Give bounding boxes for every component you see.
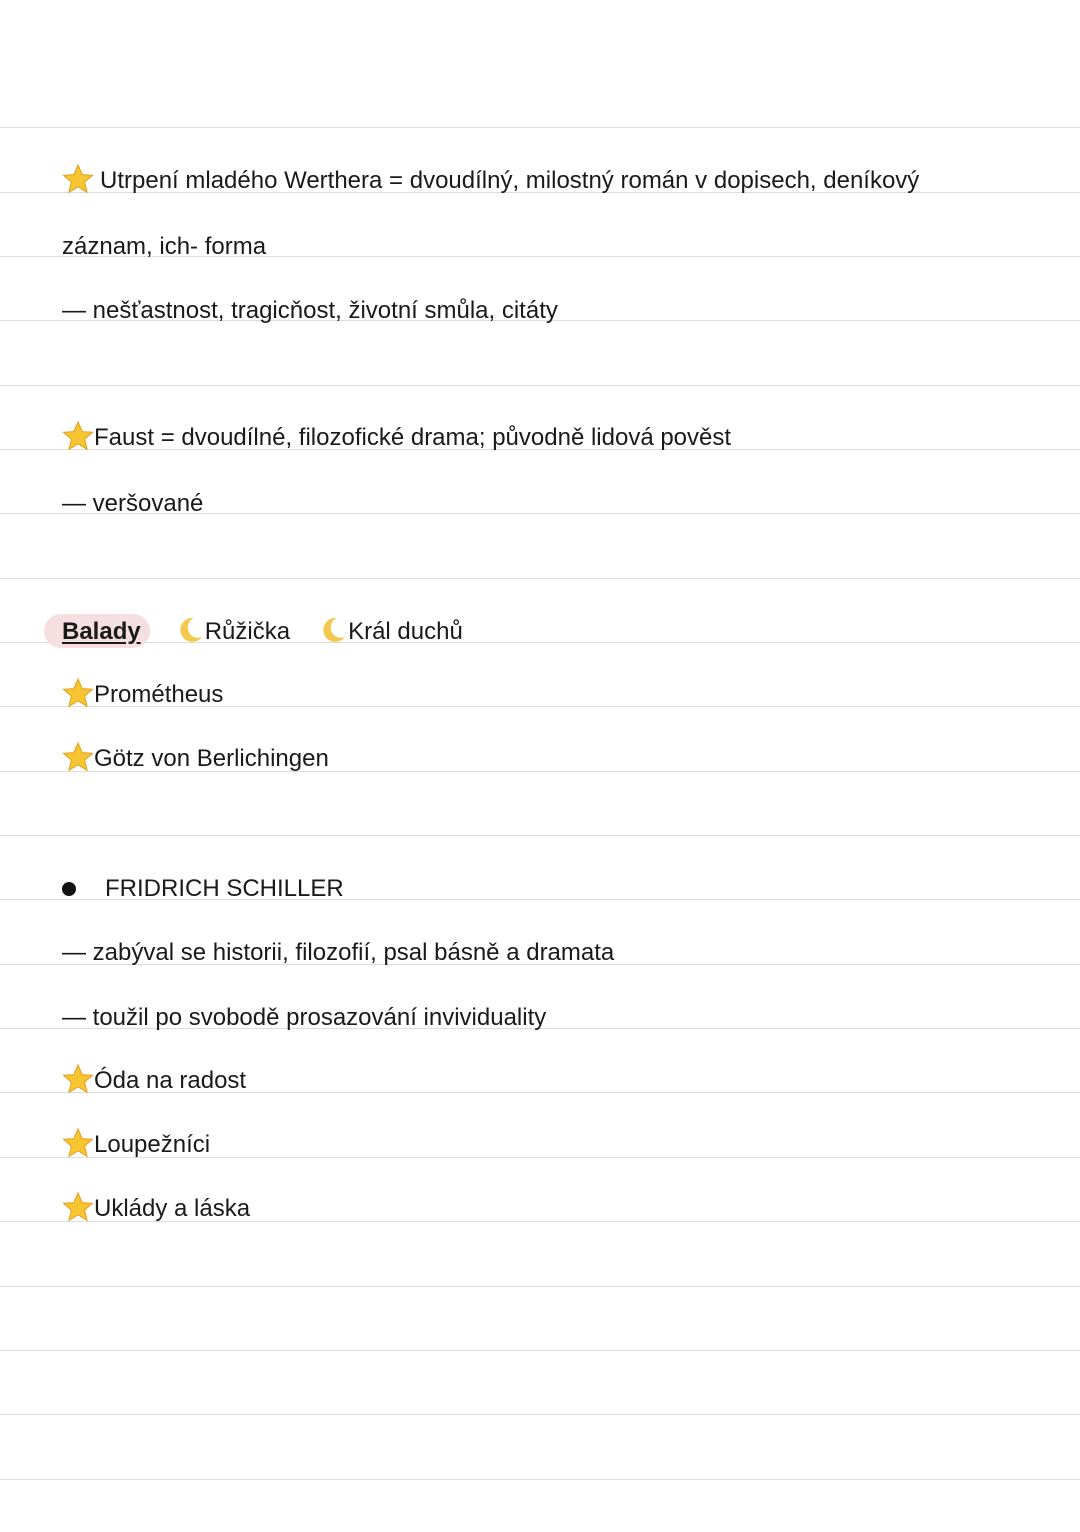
faust-note: — veršované	[62, 490, 204, 517]
bullet-dot	[62, 882, 76, 896]
balady-item-kral-duchu: Král duchů	[348, 618, 463, 645]
star-icon	[62, 678, 94, 708]
prometheus-text: Prométheus	[94, 681, 224, 708]
star-icon	[62, 1064, 94, 1094]
balady-item-ruzicka: Růžička	[204, 618, 291, 645]
ruled-line	[0, 127, 1080, 128]
gotz-line	[62, 742, 329, 774]
schiller-work-text: Óda na radost	[94, 1067, 247, 1094]
schiller-work-text: Loupežníci	[94, 1131, 211, 1158]
schiller-work-uklady	[62, 1192, 250, 1224]
werther-title-text: Utrpení mladého Werthera = dvoudílný, milostný román v dopisech, deníkový	[100, 167, 920, 194]
ruled-line	[0, 1350, 1080, 1351]
ruled-line	[0, 385, 1080, 386]
ruled-line	[0, 835, 1080, 836]
star-icon	[62, 742, 94, 772]
schiller-work-loupeznici	[62, 1128, 210, 1160]
ruled-line	[0, 578, 1080, 579]
balady-heading: Balady	[62, 618, 141, 645]
faust-title-text: Faust = dvoudílné, filozofické drama; původně lidová pověst	[94, 424, 732, 451]
prometheus-line	[62, 678, 223, 710]
ruled-line	[0, 1479, 1080, 1480]
crescent-moon-icon	[175, 615, 205, 645]
werther-title-line	[62, 164, 919, 196]
werther-note: — nešťastnost, tragicňost, životní smůla, citáty	[62, 297, 558, 324]
schiller-note-1: — zabýval se historii, filozofií, psal básně a dramata	[62, 939, 615, 966]
schiller-note-2: — toužil po svobodě prosazování invividuality	[62, 1004, 547, 1031]
balady-line	[62, 615, 463, 647]
gotz-text: Götz von Berlichingen	[94, 745, 329, 772]
ruled-line	[0, 1414, 1080, 1415]
schiller-heading: FRIDRICH SCHILLER	[105, 875, 344, 902]
werther-continuation: záznam, ich- forma	[62, 233, 267, 260]
star-icon	[62, 1128, 94, 1158]
faust-title-line	[62, 421, 731, 453]
star-icon	[62, 421, 94, 451]
schiller-work-text: Uklády a láska	[94, 1195, 251, 1222]
star-icon	[62, 1192, 94, 1222]
star-icon	[62, 164, 94, 194]
crescent-moon-icon	[318, 615, 348, 645]
schiller-work-oda	[62, 1064, 246, 1096]
ruled-line	[0, 1286, 1080, 1287]
